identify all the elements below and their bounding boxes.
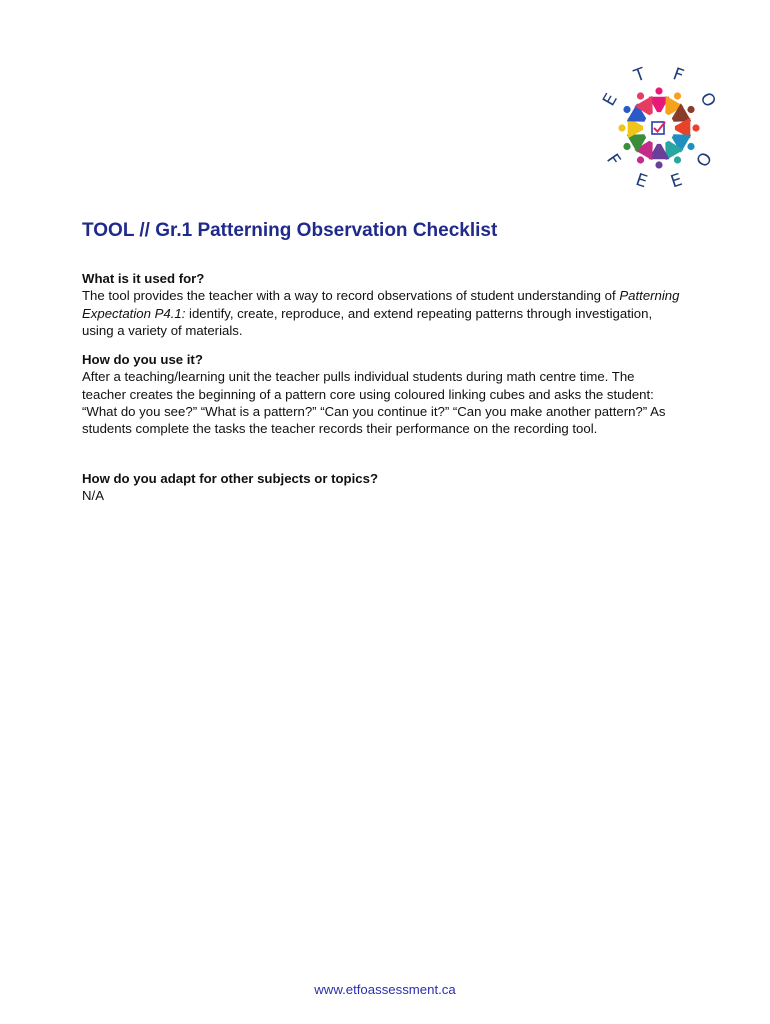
logo-letter: E: [633, 170, 650, 193]
page-title: TOOL // Gr.1 Patterning Observation Checklist: [82, 220, 498, 241]
logo-letter: O: [692, 148, 717, 172]
section-used-for: [82, 270, 682, 339]
logo-letter: F: [602, 150, 625, 170]
answer-italic: Patterning Expectation P4.1:: [82, 288, 680, 321]
section-answer: [82, 287, 682, 339]
section-question: How do you use it?: [82, 352, 203, 367]
etfo-feeo-logo-icon: [599, 56, 720, 206]
section-question: How do you adapt for other subjects or topics?: [82, 471, 379, 486]
section-adapt: [82, 470, 682, 505]
logo-letter: O: [695, 89, 720, 111]
answer-text: The tool provides the teacher with a way to record observations of student understanding of: [82, 288, 616, 304]
section-answer: N/A: [82, 488, 104, 504]
logo-letter: E: [668, 170, 685, 193]
logo-letter: E: [599, 90, 622, 110]
section-how-use: [82, 351, 682, 437]
answer-rest: identify, create, reproduce, and extend repeating patterns through investigation, using a variety of materials.: [82, 305, 653, 338]
section-answer: After a teaching/learning unit the teacher pulls individual students during math centre time. The teacher creates the beginning of a pattern core using coloured linking cubes and asks the student: “What do you see?” “What is a pattern?” “Can you continue it?” “Can you make another pattern?” As students complete the tasks the teacher records their performance on the recording tool.: [82, 369, 666, 437]
logo-letter: T: [631, 64, 649, 87]
section-question: What is it used for?: [82, 271, 205, 286]
footer-url[interactable]: www.etfoassessment.ca: [314, 982, 456, 997]
logo-letter: F: [670, 64, 687, 87]
